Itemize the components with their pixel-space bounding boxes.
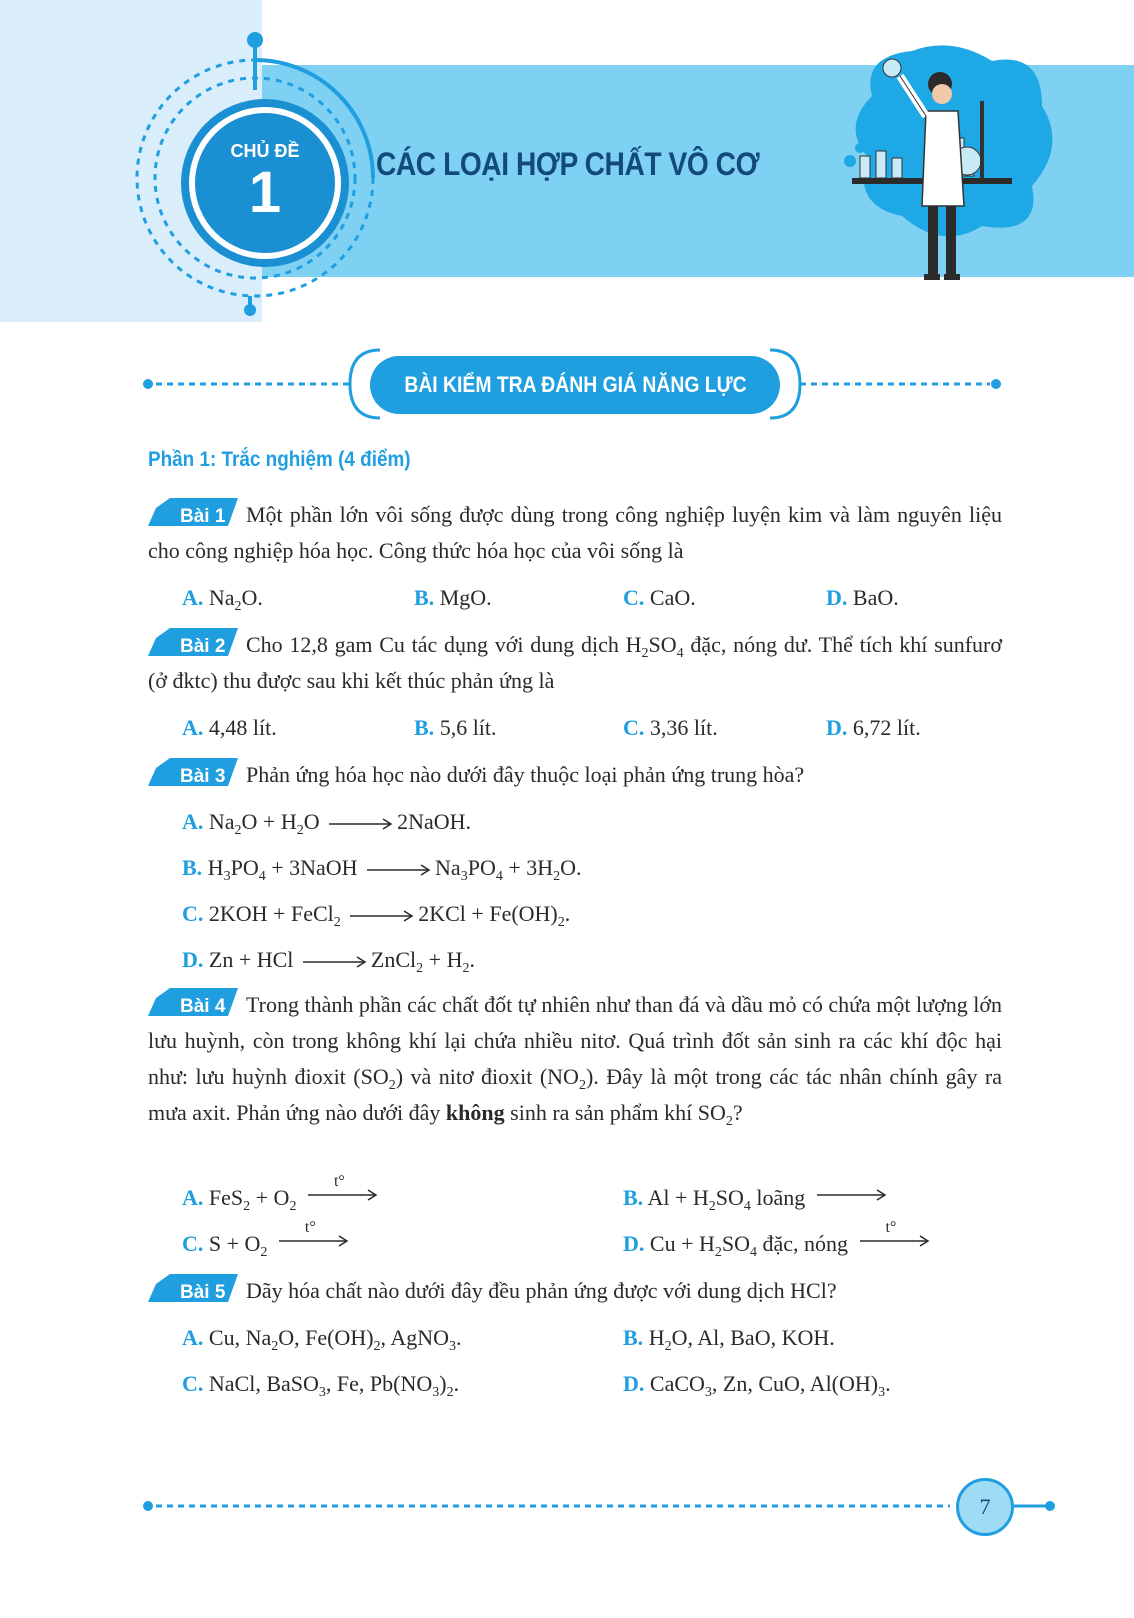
question-tag: Bài 4 (148, 988, 238, 1016)
q1-option-a[interactable]: A. $Na_2O$. (182, 585, 263, 614)
section-banner: BÀI KIỂM TRA ĐÁNH GIÁ NĂNG LỰC (370, 356, 780, 414)
q1-option-c[interactable]: C. CaO. (623, 585, 696, 610)
q3-option-d[interactable]: D. Zn + HCl ZnCl$_2$ + $H_2$. (182, 947, 475, 976)
question-tag: Bài 3 (148, 758, 238, 786)
question-tag: Bài 5 (148, 1274, 238, 1302)
question-3: Bài 3 Phản ứng hóa học nào dưới đây thuộc loại phản ứng trung hòa? (148, 757, 1002, 793)
part-title: Phần 1: Trắc nghiệm (4 điểm) (148, 448, 411, 471)
q1-option-d[interactable]: D. BaO. (826, 585, 899, 610)
topic-number: 1 (248, 160, 282, 225)
q4-option-b[interactable]: B. $Al + H_2SO_4$ loãng (623, 1183, 893, 1213)
page-number: 7 (956, 1478, 1014, 1536)
q5-option-a[interactable]: A. Cu, $Na_2O$, $Fe(OH)_2$, AgNO$_3$. (182, 1325, 462, 1354)
q2-option-d[interactable]: D. 6,72 lít. (826, 715, 921, 740)
topic-label: CHỦ ĐỀ (230, 141, 300, 161)
q3-option-a[interactable]: A. $Na_2O + H_2O$ 2NaOH. (182, 809, 472, 838)
q2-option-b[interactable]: B. 5,6 lít. (414, 715, 497, 740)
q3-option-b[interactable]: B. $H_3PO_4$ + 3NaOH $Na_3PO_4 + 3H_2O$. (182, 855, 582, 884)
q4-option-c[interactable]: C. $S + O_2$ t° (182, 1229, 355, 1259)
topic-title: CÁC LOẠI HỢP CHẤT VÔ CƠ (376, 146, 760, 182)
q3-option-c[interactable]: C. 2KOH + FeCl$_2$ $2KCl + Fe(OH)_2$. (182, 901, 571, 930)
question-tag: Bài 2 (148, 628, 238, 656)
question-1 (148, 497, 1002, 569)
question-tag: Bài 1 (148, 498, 238, 526)
q2-option-a[interactable]: A. 4,48 lít. (182, 715, 277, 740)
q2-option-c[interactable]: C. 3,36 lít. (623, 715, 718, 740)
question-2: Bài 2 Cho 12,8 gam Cu tác dụng với dung dịch $H_2SO_4$ đặc, nóng dư. Thể tích khí sunfurơ (ở đktc) thu được sau khi kết thúc phản ứng là (148, 627, 1002, 699)
q4-option-a[interactable]: A. $FeS_2 + O_2$ t° (182, 1183, 384, 1213)
q1-option-b[interactable]: B. MgO. (414, 585, 492, 610)
question-text: Một phần lớn vôi sống được dùng trong công nghiệp luyện kim và làm nguyên liệu cho công nghiệp hóa học. Công thức hóa học của vôi sống là (148, 502, 1002, 563)
q5-option-b[interactable]: B. $H_2O$, Al, BaO, KOH. (623, 1325, 835, 1354)
q5-option-d[interactable]: D. CaCO$_3$, Zn, CuO, $Al(OH)_3$. (623, 1371, 891, 1400)
q5-option-c[interactable]: C. NaCl, BaSO$_3$, Fe, $Pb(NO_3)_2$. (182, 1371, 460, 1400)
question-4: Bài 4 Trong thành phần các chất đốt tự nhiên như than đá và dầu mỏ có chứa một lượng lớn lưu huỳnh, còn trong không khí lại chứa nhiều nitơ. Quá trình đốt sản sinh ra các khí độc hại như: lưu huỳnh đioxit $(SO_2)$ và nitơ đioxit $(NO_2)$. Đây là một trong các tác nhân chính gây ra mưa axit. Phản ứng nào dưới đây không sinh ra sản phẩm khí $SO_2$? (148, 987, 1002, 1131)
question-5: Bài 5 Dãy hóa chất nào dưới đây đều phản ứng được với dung dịch HCl? (148, 1273, 1002, 1309)
q4-option-d[interactable]: D. $Cu + H_2SO_4$ đặc, nóng t° (623, 1229, 936, 1259)
